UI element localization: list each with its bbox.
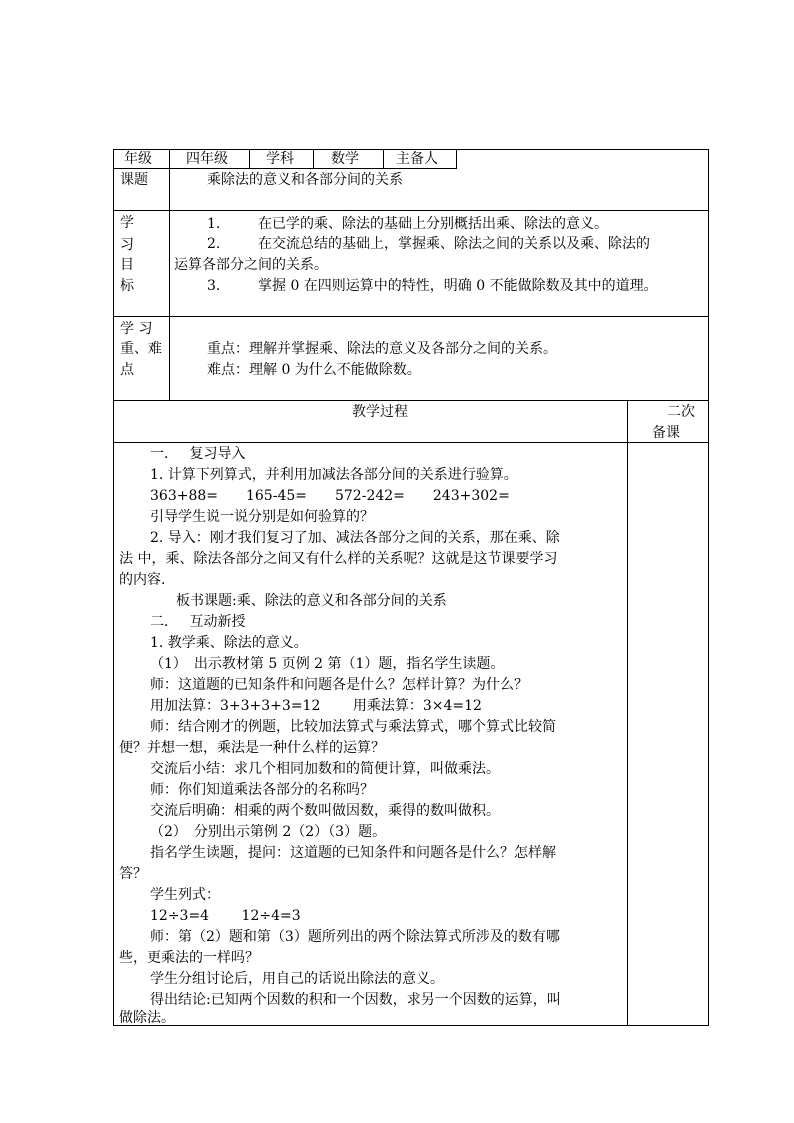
process-line: 1. 教学乘、除法的意义。 [150,635,308,651]
process-line: 师：结合刚才的例题，比较加法算式与乘法算式，哪个算式比较简 [150,719,556,735]
process-line: 用加法算：3+3+3+3=12 用乘法算：3×4=12 [150,698,482,714]
objective-number: 3. [207,278,221,294]
process-line: （1） 出示教材第 5 页例 2 第（1）题，指名学生读题。 [150,656,505,672]
objective-text: 在交流总结的基础上，掌握乘、除法之间的关系以及乘、除法的 [258,236,650,252]
process-line: 交流后明确：相乘的两个数叫做因数，乘得的数叫做积。 [150,803,500,819]
objectives-label-char: 习 [120,237,134,253]
focus-point: 重点：理解并掌握乘、除法的意义及各部分之间的关系。 [207,341,557,357]
column-divider [249,149,250,169]
process-line: 二． 互动新授 [150,614,246,630]
topic-value: 乘除法的意义和各部分间的关系 [207,172,403,188]
row-divider [113,168,457,169]
process-line: 答？ [119,866,147,882]
table-border-left [113,149,114,1026]
objective-number: 1. [207,216,221,232]
keypoints-label-line: 学 习 [120,321,153,337]
objectives-label-char: 目 [120,257,134,273]
keypoints-label-line: 重、难 [120,341,162,357]
grade-value: 四年级 [186,151,228,167]
topic-label: 课题 [120,172,148,188]
process-line: 师：第（2）题和第（3）题所列出的两个除法算式所涉及的数有哪 [150,929,560,945]
process-line: 引导学生说一说分别是如何验算的？ [150,509,374,525]
process-line: 师：你们知道乘法各部分的名称吗？ [150,782,374,798]
process-line: 做除法。 [119,1010,175,1026]
process-line: 些，更乘法的一样吗？ [119,950,259,966]
process-line: 的内容. [119,572,166,588]
second-prep-header: 备课 [652,425,680,441]
row-divider [113,400,709,401]
table-border-right [708,149,709,1026]
process-line: 得出结论:已知两个因数的积和一个因数，求另一个因数的运算，叫 [150,992,561,1008]
process-line: 法 中，乘、除法各部分之间又有什么样的关系呢？这就是这节课要学习 [119,551,558,567]
process-line: 1. 计算下列算式，并利用加减法各部分间的关系进行验算。 [150,467,518,483]
second-prep-header: 二次 [667,404,695,420]
column-divider [627,400,628,1026]
column-divider [456,149,457,169]
process-line: 学生分组讨论后，用自己的话说出除法的意义。 [150,971,444,987]
process-line: 12÷3=4 12÷4=3 [150,908,301,924]
column-divider [383,149,384,169]
process-line: 363+88= 165-45= 572-242= 243+302= [150,488,510,504]
objective-text: 掌握 0 在四则运算中的特性，明确 0 不能做除数及其中的道理。 [258,278,658,294]
process-line: 2. 导入：刚才我们复习了加、减法各部分之间的关系，那在乘、除 [150,530,560,546]
process-line: 学生列式： [150,887,220,903]
difficulty-point: 难点：理解 0 为什么不能做除数。 [207,362,421,378]
process-line: 指名学生读题，提问：这道题的已知条件和问题各是什么？怎样解 [150,845,556,861]
objective-text: 在已学的乘、除法的基础上分别概括出乘、除法的意义。 [258,216,608,232]
process-header: 教学过程 [352,404,408,420]
column-divider [169,149,170,401]
row-divider [113,316,709,317]
table-border-bottom [113,1025,709,1026]
objectives-label-char: 标 [120,278,134,294]
column-divider [313,149,314,169]
preparer-label: 主备人 [396,151,438,167]
objective-number: 2. [207,236,221,252]
process-line: 师：这道题的已知条件和问题各是什么？怎样计算？为什么？ [150,677,528,693]
subject-value: 数学 [331,151,359,167]
process-line: （2） 分别出示第例 2（2）（3）题。 [150,824,387,840]
objectives-label-char: 学 [120,215,134,231]
process-line: 便？并想一想，乘法是一种什么样的运算？ [119,740,385,756]
objective-text-continued: 运算各部分之间的关系。 [174,257,328,273]
row-divider [113,210,709,211]
process-line: 板书课题:乘、除法的意义和各部分间的关系 [176,593,447,609]
row-divider [113,442,709,443]
grade-label: 年级 [124,151,152,167]
keypoints-label-line: 点 [120,362,134,378]
process-line: 交流后小结：求几个相同加数和的简便计算，叫做乘法。 [150,761,500,777]
subject-label: 学科 [266,151,294,167]
process-line: 一． 复习导入 [150,446,246,462]
